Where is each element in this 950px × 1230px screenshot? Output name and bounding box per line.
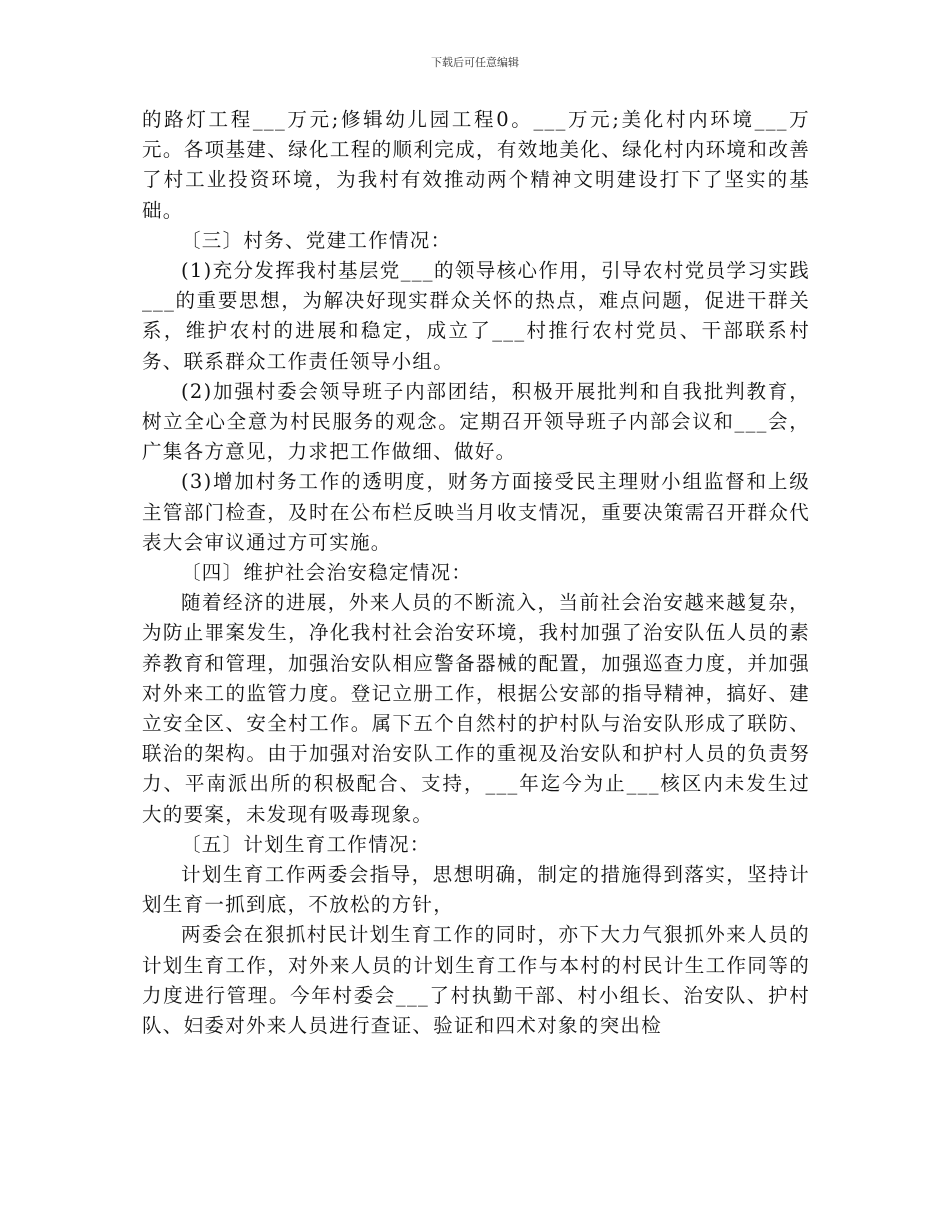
page-header: 下载后可任意编辑 — [431, 56, 519, 69]
paragraph-planning-policy: 计划生育工作两委会指导，思想明确，制定的措施得到落实，坚持计划生育一抓到底，不放松的方针， — [142, 863, 810, 917]
paragraph-party-leadership: (1)充分发挥我村基层党___的领导核心作用，引导农村党员学习实践___的重要思想，为解决好现实群众关怀的热点，难点问题，促进干群关系，维护农村的进展和稳定，成立了___村推行农村党员、干部联系村务、联系群众工作责任领导小组。 — [142, 259, 810, 373]
document-body — [142, 105, 810, 1041]
paragraph-infrastructure: 的路灯工程___万元;修辑幼儿园工程0。___万元;美化村内环境___万元。各项基建、绿化工程的顺利完成，有效地美化、绿化村内环境和改善了村工业投资环境，为我村有效推动两个精神文明建设打下了坚实的基础。 — [142, 108, 810, 222]
paragraph-transparency: (3)增加村务工作的透明度，财务方面接受民主理财小组监督和上级主管部门检查，及时在公布栏反映当月收支情况，重要决策需召开群众代表大会审议通过方可实施。 — [142, 470, 810, 554]
paragraph-planning-migrants: 两委会在狠抓村民计划生育工作的同时，亦下大力气狠抓外来人员的计划生育工作，对外来人员的计划生育工作与本村的村民计生工作同等的力度进行管理。今年村委会___了村执勤干部、村小组长、治安队、护村队、妇委对外来人员进行查证、验证和四术对象的突出检 — [142, 923, 810, 1038]
heading-village-affairs: 〔三〕村务、党建工作情况： — [181, 228, 452, 252]
paragraph-committee-unity: (2)加强村委会领导班子内部团结，积极开展批判和自我批判教育，树立全心全意为村民服务的观念。定期召开领导班子内部会议和___会，广集各方意见，力求把工作做细、做好。 — [142, 379, 810, 464]
heading-family-planning: 〔五〕计划生育工作情况： — [181, 832, 431, 856]
paragraph-security-details: 随着经济的进展，外来人员的不断流入，当前社会治安越来越复杂，为防止罪案发生，净化我村社会治安环境，我村加强了治安队伍人员的素养教育和管理，加强治安队相应警备器械的配置，加强巡查力度，并加强对外来工的监管力度。登记立册工作，根据公安部的指导精神，搞好、建立安全区、安全村工作。属下五个自然村的护村队与治安队形成了联防、联治的架构。由于加强对治安队工作的重视及治安队和护村人员的负责努力、平南派出所的积极配合、支持，___年迄今为止___核区内未发生过大的要案，未发现有吸毒现象。 — [142, 591, 810, 826]
heading-public-security: 〔四〕维护社会治安稳定情况： — [181, 561, 473, 585]
